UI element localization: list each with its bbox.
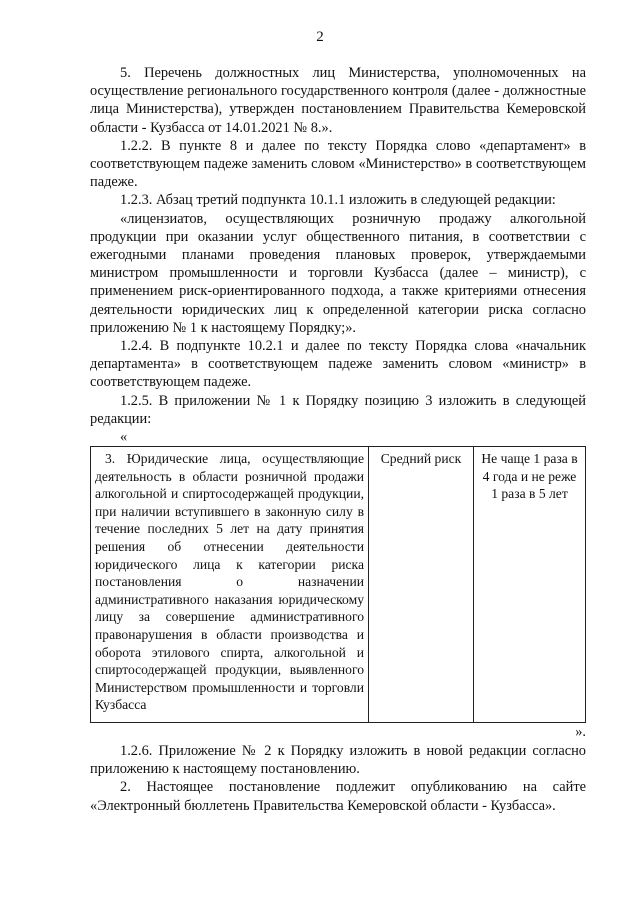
paragraph-publication: 2. Настоящее постановление подлежит опубликованию на сайте «Электронный бюллетень Правительства Кемеровской области - Кузбасса». — [90, 779, 586, 814]
paragraph-1-2-3: 1.2.3. Абзац третий подпункта 10.1.1 изложить в следующей редакции: — [120, 192, 556, 209]
paragraph-1-2-5: 1.2.5. В приложении № 1 к Порядку позицию 3 изложить в следующей редакции: — [90, 392, 586, 427]
risk-level-cell: Средний риск — [369, 447, 474, 723]
risk-category-table — [90, 446, 586, 723]
paragraph-licensees-quote: «лицензиатов, осуществляющих розничную продажу алкогольной продукции при оказании услуг общественного питания, в соответствии с ежегодными планами проведения плановых проверок, утверждаемыми министром промышленности и торговли Кузбасса (далее – министр), с применением риск-ориентированного подхода, а также критериями отнесения деятельности юридических лиц к определенной категории риска согласно приложению № 1 к настоящему Порядку;». — [90, 210, 586, 336]
category-description-cell: 3. Юридические лица, осуществляющие деятельность в области розничной продажи алкогольной и спиртосодержащей продукции, при наличии вступившего в законную силу в течение последних 5 лет на дату принятия решения об отнесении деятельности юридического лица к категории риска постановления о назначении административного наказания юридическому лицу за совершение административного правонарушения в области производства и оборота этилового спирта, алкогольной и спиртосодержащей продукции, выявленного Министерством промышленности и торговли Кузбасса — [91, 447, 369, 723]
document-body — [90, 64, 586, 815]
paragraph-officials-list: 5. Перечень должностных лиц Министерства, уполномоченных на осуществление регионального государственного контроля (далее - должностные лица Министерства), утвержден постановлением Правительства Кемеровской области - Кузбасса от 14.01.2021 № 8.». — [90, 65, 586, 136]
quote-open-mark: « — [120, 429, 128, 446]
page-number: 2 — [316, 29, 324, 45]
paragraph-1-2-6: 1.2.6. Приложение № 2 к Порядку изложить в новой редакции согласно приложению к настоящему постановлению. — [90, 742, 586, 778]
paragraph-1-2-4: 1.2.4. В подпункте 10.2.1 и далее по тексту Порядка слова «начальник департамента» в соответствующем падеже заменить словом «министр» в соответствующем падеже. — [90, 338, 586, 391]
quote-close-mark: ». — [575, 723, 586, 740]
inspection-frequency-cell: Не чаще 1 раза в 4 года и не реже 1 раза в 5 лет — [474, 447, 586, 723]
paragraph-1-2-2: 1.2.2. В пункте 8 и далее по тексту Порядка слово «департамент» в соответствующем падеже заменить словом «Министерство» в соответствующем падеже. — [90, 137, 586, 191]
table-row — [91, 447, 586, 723]
